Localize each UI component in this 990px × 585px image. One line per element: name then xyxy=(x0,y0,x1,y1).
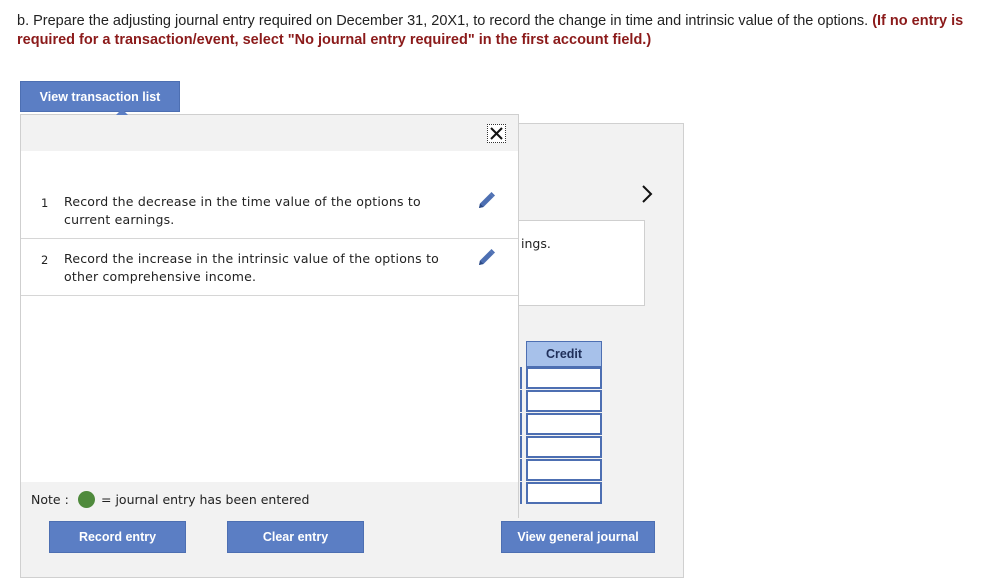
pencil-icon[interactable] xyxy=(475,190,497,212)
credit-header-label: Credit xyxy=(545,347,583,361)
row-divider xyxy=(21,295,518,296)
instructions xyxy=(17,12,977,50)
transaction-row[interactable] xyxy=(21,250,518,307)
credit-input[interactable] xyxy=(526,367,602,389)
view-general-journal-button[interactable] xyxy=(501,521,655,553)
transaction-description-box xyxy=(500,220,645,306)
note-bar xyxy=(21,482,518,518)
record-entry-label: Record entry xyxy=(78,530,157,544)
view-general-journal-label: View general journal xyxy=(517,530,639,544)
clear-entry-button[interactable] xyxy=(227,521,364,553)
transaction-list-popup xyxy=(20,114,519,518)
credit-input[interactable] xyxy=(526,436,602,458)
description-fragment: ings. xyxy=(521,236,551,251)
clear-entry-label: Clear entry xyxy=(262,530,329,544)
credit-input[interactable] xyxy=(526,390,602,412)
transaction-number: 2 xyxy=(41,253,49,267)
instructions-text: b. Prepare the adjusting journal entry required on December 31, 20X1, to record the change in time and intrinsic value of the options. xyxy=(17,13,873,29)
record-entry-button[interactable] xyxy=(49,521,186,553)
pencil-icon[interactable] xyxy=(475,247,497,269)
credit-input[interactable] xyxy=(526,413,602,435)
credit-column-header xyxy=(526,341,602,367)
credit-input[interactable] xyxy=(526,459,602,481)
row-divider xyxy=(21,238,518,239)
transaction-description: Record the increase in the intrinsic value of the options to other comprehensive income. xyxy=(64,251,440,284)
transaction-number: 1 xyxy=(41,196,49,210)
view-transaction-list-button[interactable] xyxy=(20,81,180,112)
transaction-description: Record the decrease in the time value of the options to current earnings. xyxy=(64,194,421,227)
credit-input[interactable] xyxy=(526,482,602,504)
note-label: Note : xyxy=(31,492,69,507)
close-icon[interactable] xyxy=(487,124,506,143)
popup-header xyxy=(21,115,518,151)
view-transaction-list-label: View transaction list xyxy=(39,89,161,104)
chevron-right-icon[interactable] xyxy=(638,183,656,205)
transaction-row[interactable] xyxy=(21,193,518,250)
instructions-emphasis: (If no entry is required for a transaction/event, select "No journal entry required" in the first account field.) xyxy=(17,13,964,48)
entered-status-dot xyxy=(78,491,95,508)
note-text: = journal entry has been entered xyxy=(101,492,310,507)
